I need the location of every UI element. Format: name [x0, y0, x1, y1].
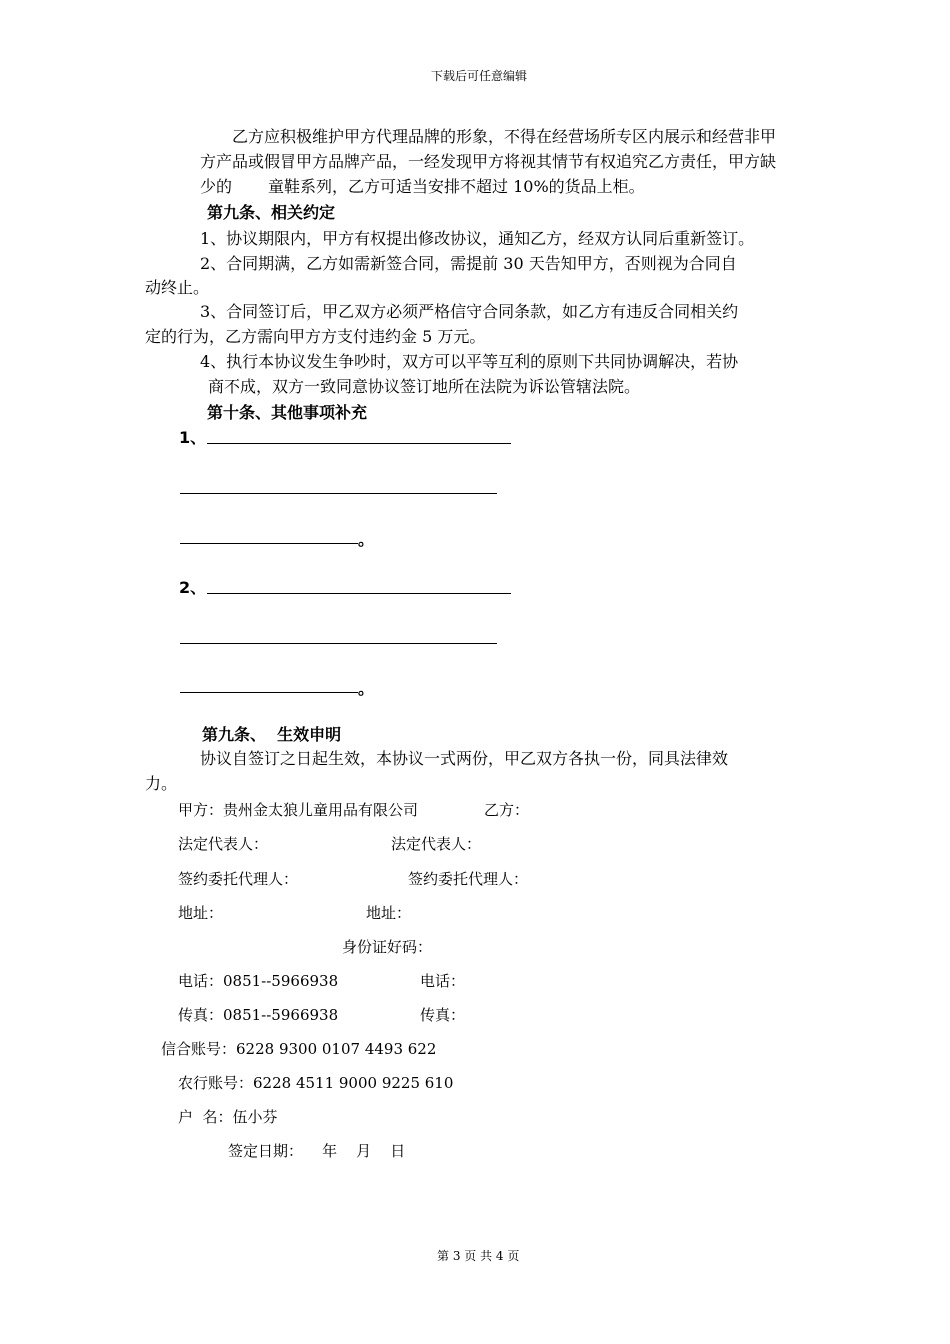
- para1-line3a: 少的: [200, 177, 233, 196]
- article9-item2b: 动终止。: [145, 278, 210, 297]
- article9-item1: 1、协议期限内，甲方有权提出修改协议，通知乙方，经双方认同后重新签订。: [200, 229, 755, 248]
- agent-b: 签约委托代理人：: [408, 870, 529, 888]
- para1-line3b: 童鞋系列，乙方可适当安排不超过 10%的货品上柜。: [268, 177, 645, 196]
- article9-item2a: 2、合同期满，乙方如需新签合同，需提前 30 天告知甲方，否则视为合同自: [200, 254, 737, 273]
- tel-a: 电话：0851--5966938: [178, 972, 339, 990]
- xinhe-account: 信合账号：6228 9300 0107 4493 622: [161, 1040, 437, 1058]
- blank2-end-mark: 。: [358, 679, 375, 698]
- article9-item4a: 4、执行本协议发生争吵时，双方可以平等互利的原则下共同协调解决，若协: [200, 352, 739, 371]
- article9-item3b: 定的行为，乙方需向甲方方支付违约金 5 万元。: [145, 327, 486, 346]
- article10-title: 第十条、其他事项补充: [207, 403, 368, 422]
- addr-b: 地址：: [366, 904, 412, 922]
- para1-line2: 方产品或假冒甲方品牌产品，一经发现甲方将视其情节有权追究乙方责任，甲方缺: [200, 152, 777, 171]
- blank2-line2[interactable]: [180, 643, 497, 644]
- sign-date: 签定日期： 年 月 日: [228, 1142, 406, 1160]
- blank1-label: 1、: [179, 428, 207, 447]
- blank1-line1[interactable]: [207, 443, 511, 444]
- party-a: 甲方：贵州金太狼儿童用品有限公司: [178, 801, 419, 819]
- page-footer: 第 3 页 共 4 页: [437, 1249, 520, 1263]
- effect-line1: 协议自签订之日起生效，本协议一式两份，甲乙双方各执一份，同具法律效: [200, 749, 729, 768]
- para1-line1: 乙方应积极维护甲方代理品牌的形象，不得在经营场所专区内展示和经营非甲: [232, 127, 777, 146]
- blank2-line3[interactable]: [180, 692, 358, 693]
- agent-a: 签约委托代理人：: [178, 870, 299, 888]
- tel-b: 电话：: [420, 972, 466, 990]
- id-b: 身份证好码：: [342, 938, 433, 956]
- account-holder: 户 名：伍小芬: [178, 1108, 278, 1126]
- party-b: 乙方：: [484, 801, 530, 819]
- addr-a: 地址：: [178, 904, 224, 922]
- article9-item3a: 3、合同签订后，甲乙双方必须严格信守合同条款，如乙方有违反合同相关约: [200, 302, 739, 321]
- page-header: 下载后可任意编辑: [431, 69, 528, 83]
- rep-a: 法定代表人：: [178, 835, 269, 853]
- article9-item4b: 商不成，双方一致同意协议签订地所在法院为诉讼管辖法院。: [208, 377, 641, 396]
- effect-title: 第九条、 生效申明: [202, 725, 342, 744]
- blank1-line2[interactable]: [180, 493, 497, 494]
- blank1-end-mark: 。: [358, 530, 375, 549]
- fax-a: 传真：0851--5966938: [178, 1006, 339, 1024]
- blank2-line1[interactable]: [207, 593, 511, 594]
- rep-b: 法定代表人：: [391, 835, 482, 853]
- blank2-label: 2、: [179, 578, 207, 597]
- article9-title: 第九条、相关约定: [207, 203, 336, 222]
- fax-b: 传真：: [420, 1006, 466, 1024]
- effect-line2: 力。: [145, 774, 178, 793]
- nonghang-account: 农行账号：6228 4511 9000 9225 610: [178, 1074, 454, 1092]
- blank1-line3[interactable]: [180, 543, 358, 544]
